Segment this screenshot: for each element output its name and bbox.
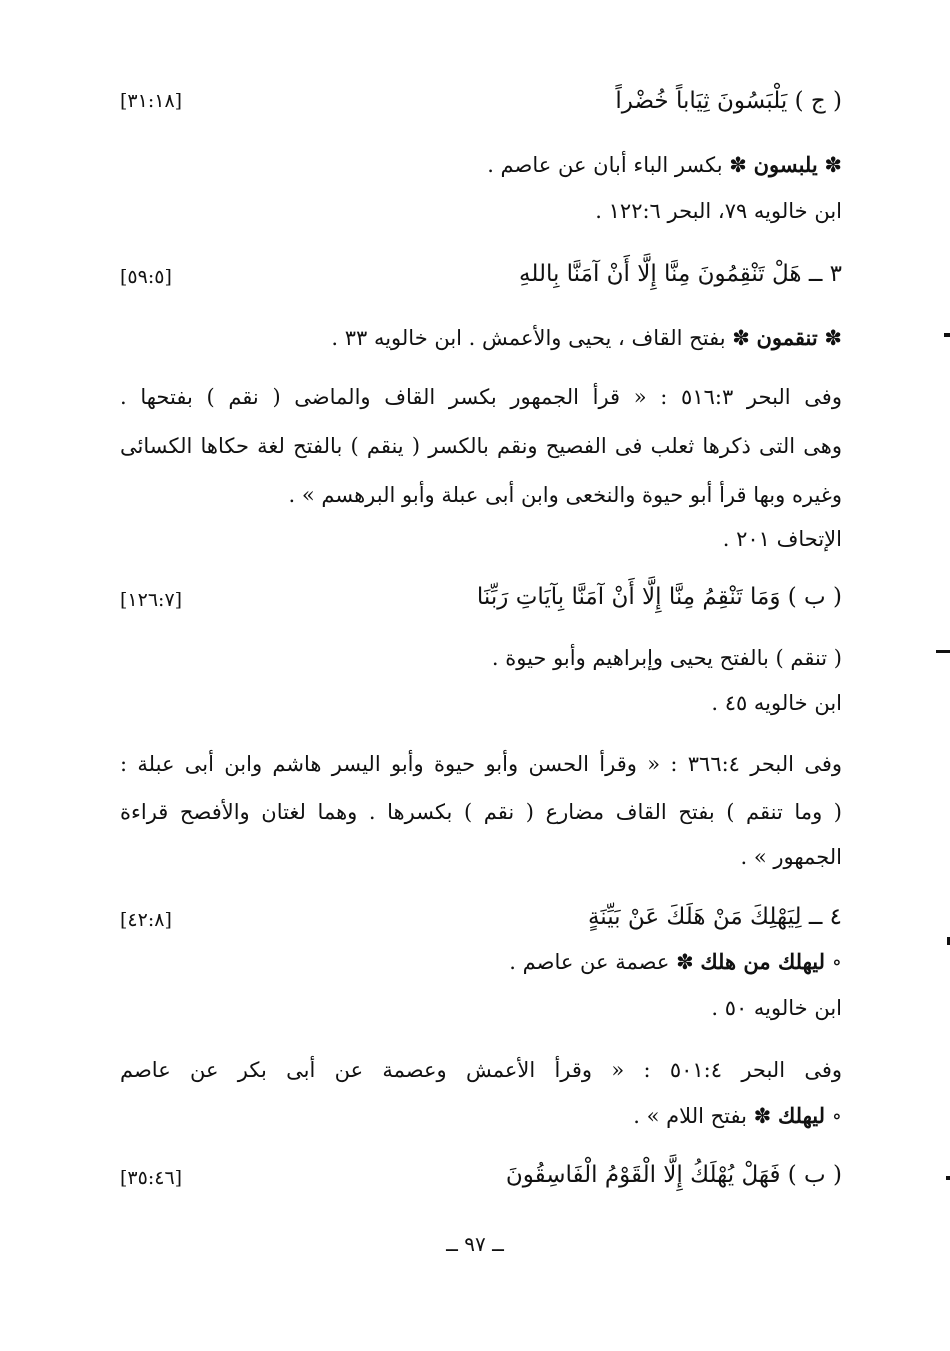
verse-reference: [٣١:١٨] xyxy=(120,90,183,112)
text-line: ✽ تنقمون ✽ بفتح القاف ، يحيى والأعمش . ابن خالويه ٣٣ . xyxy=(331,325,842,350)
text-line: الجمهور » . xyxy=(740,845,842,869)
verse-reference: [٥٩:٥] xyxy=(120,266,172,288)
text-line: وهى التى ذكرها ثعلب فى الفصيح ونقم بالكسر ( ينقم ) بالفتح لغة حكاها الكسائى xyxy=(120,434,842,458)
text-line: وفى البحر ٥٠١:٤ : « وقرأ الأعمش وعصمة عن أبى بكر عن عاصم xyxy=(120,1058,843,1082)
verse-line: ٤ ــ لِيَهْلِكَ مَنْ هَلَكَ عَنْ بَيِّنَةٍ xyxy=(587,904,842,930)
text-line: ✽ يلبسون ✽ بكسر الباء أبان عن عاصم . xyxy=(487,152,842,177)
keyword: يلبسون xyxy=(753,152,818,177)
text-line: ∘ ليهلك ✽ بفتح اللام » . xyxy=(633,1103,842,1128)
verse-line: ( ب ) وَمَا تَنْقِمُ مِنَّا إِلَّا أَنْ آمَنَّا بِآيَاتِ رَبِّنَا xyxy=(476,584,842,610)
text-line: ( تنقم ) بالفتح يحيى وإبراهيم وأبو حيوة . xyxy=(491,646,842,670)
verse-line: ٣ ــ هَلْ تَنْقِمُونَ مِنَّا إِلَّا أَنْ آمَنَّا بِاللهِ xyxy=(519,261,842,287)
text-line: وغيره وبها قرأ أبو حيوة والنخعى وابن أبى عبلة وأبو البرهسم » . xyxy=(288,483,842,507)
page-number: ــ ٩٧ ــ xyxy=(446,1232,504,1256)
keyword: ليهلك من هلك xyxy=(700,949,826,974)
text-line: وفى البحر ٥١٦:٣ : « قرأ الجمهور بكسر القاف والماضى ( نقم ) بفتحها . xyxy=(120,385,842,409)
line-text: بفتح اللام » . xyxy=(633,1104,747,1128)
verse-reference: [٤٢:٨] xyxy=(120,909,172,931)
line-text: بفتح القاف ، يحيى والأعمش . ابن خالويه ٣٣ . xyxy=(331,326,726,350)
text-line: الإتحاف ٢٠١ . xyxy=(722,527,842,551)
margin-mark xyxy=(936,650,950,653)
text-line: ∘ ليهلك من هلك ✽ عصمة عن عاصم . xyxy=(509,949,842,974)
verse-reference: [٣٥:٤٦] xyxy=(120,1167,183,1189)
text-line: ابن خالويه ٤٥ . xyxy=(711,691,842,715)
text-line: ( وما تنقم ) بفتح القاف مضارع ( نقم ) بكسرها . وهما لغتان والأفصح قراءة xyxy=(120,800,842,824)
verse-line: ( ب ) فَهَلْ يُهْلَكُ إِلَّا الْقَوْمُ الْفَاسِقُونَ xyxy=(505,1162,842,1188)
text-line: ابن خالويه ٧٩، البحر ١٢٢:٦ . xyxy=(595,199,842,223)
verse-line: ( ج ) يَلْبَسُونَ ثِيَاباً خُضْراً xyxy=(615,88,842,114)
margin-mark xyxy=(944,333,950,337)
line-text: بكسر الباء أبان عن عاصم . xyxy=(487,153,723,177)
verse-reference: [١٢٦:٧] xyxy=(120,589,183,611)
text-line: ابن خالويه ٥٠ . xyxy=(711,996,842,1020)
keyword: ليهلك xyxy=(777,1103,826,1128)
text-line: وفى البحر ٣٦٦:٤ : « وقرأ الحسن وأبو حيوة وأبو اليسر هاشم وابن أبى عبلة : xyxy=(120,752,843,776)
keyword: تنقمون xyxy=(756,325,818,350)
line-text: عصمة عن عاصم . xyxy=(509,950,670,974)
margin-mark xyxy=(946,1176,950,1180)
